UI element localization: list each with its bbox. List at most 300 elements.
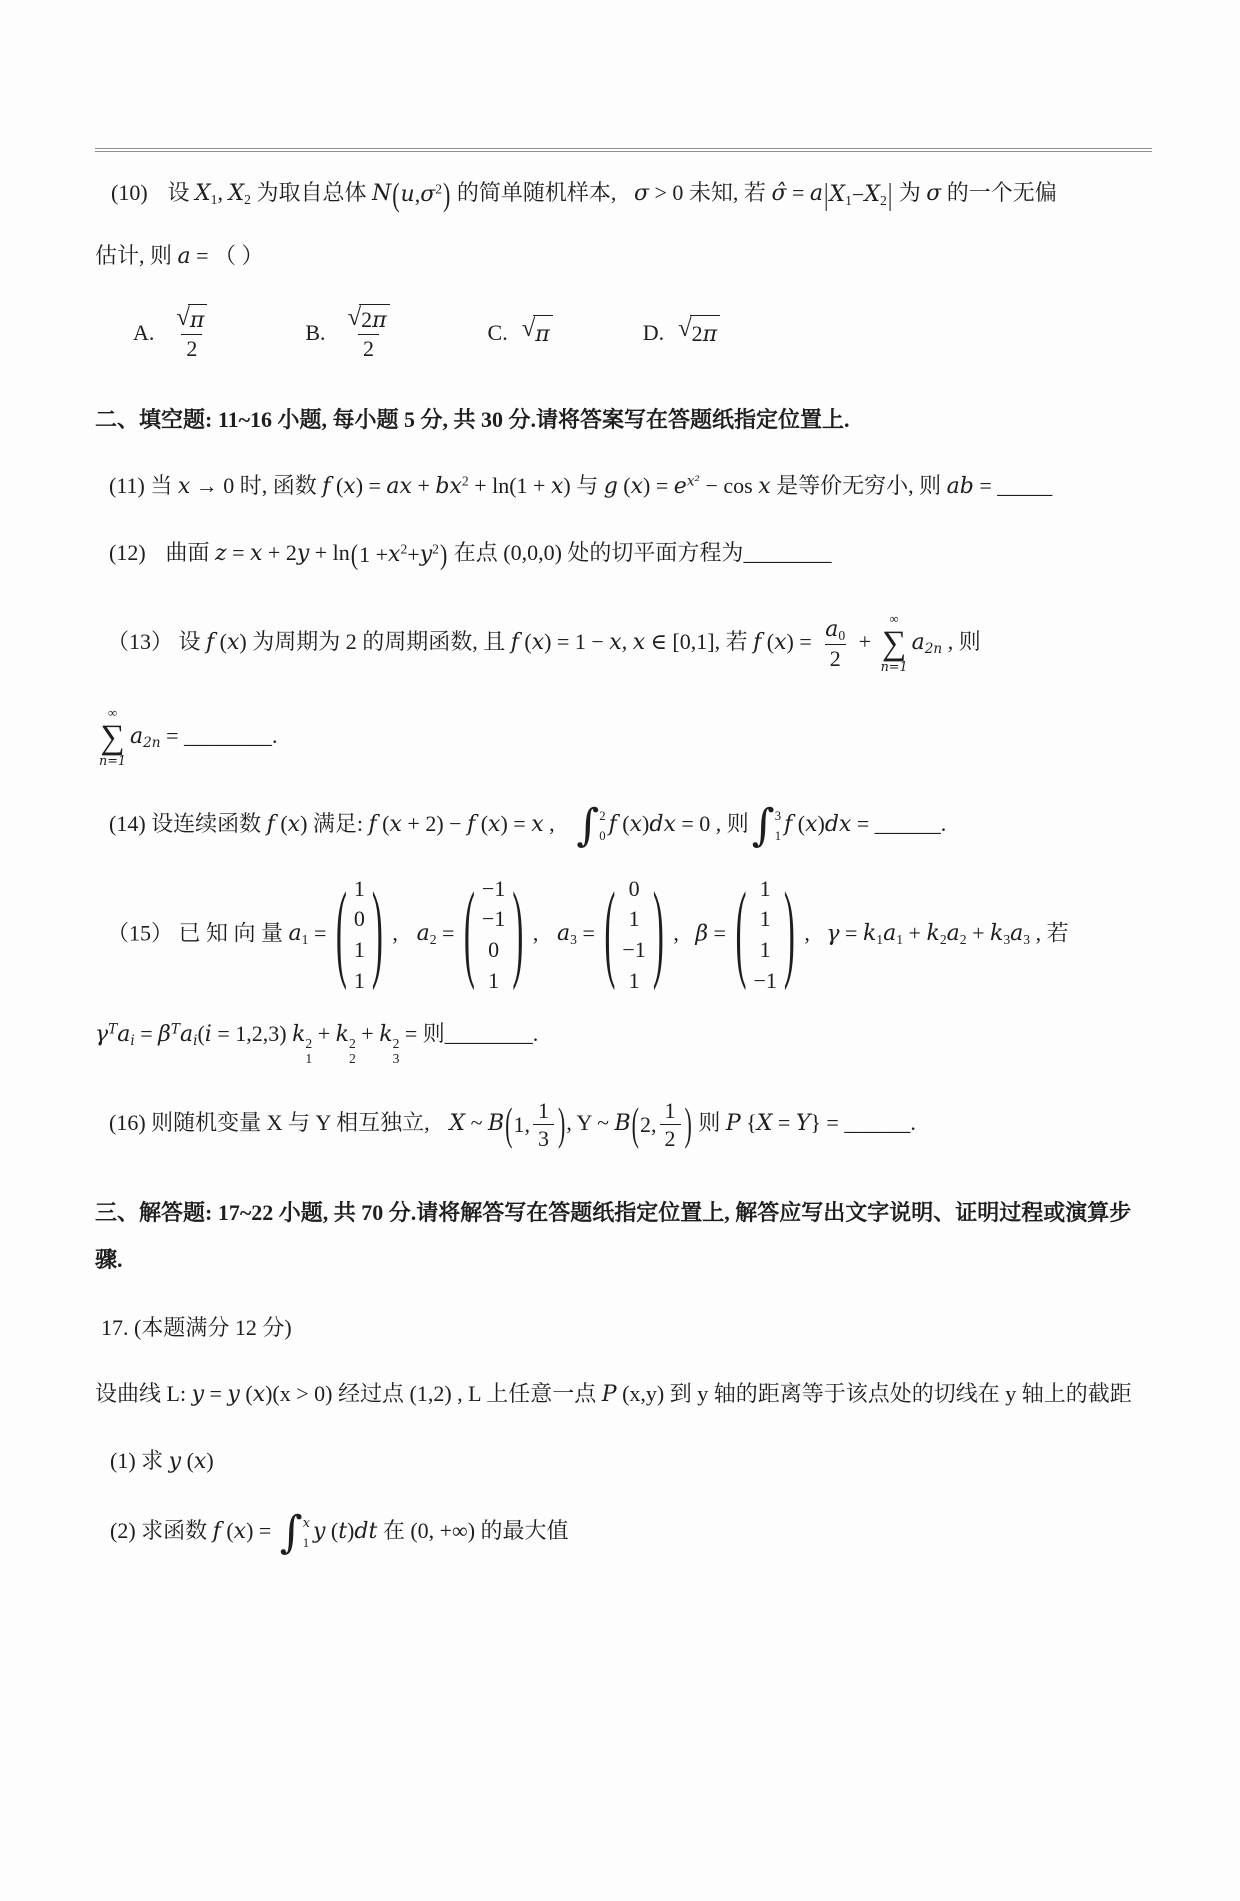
question-16 (95, 1097, 1152, 1153)
subscript: 2 (244, 192, 251, 208)
summation (99, 706, 126, 770)
text-run: ( (616, 810, 630, 836)
superscript: 2 (305, 1035, 313, 1051)
text-run: 2 (664, 1126, 676, 1152)
base: γ (95, 1021, 109, 1047)
vector-entry: 1 (353, 937, 365, 963)
superscript: x² (686, 473, 700, 490)
text-run: ( (214, 629, 227, 655)
math-var: x (774, 630, 787, 656)
math-var: σ (926, 181, 942, 206)
integral (751, 799, 782, 851)
math-var: N (371, 181, 392, 206)
text-run: ( (181, 1447, 194, 1473)
abs-content (829, 177, 886, 212)
text-run: + (411, 472, 436, 498)
math-var: x (609, 630, 622, 656)
subscript: 1 (210, 192, 218, 208)
math-var: dx (649, 811, 676, 837)
subscripted-var (864, 177, 886, 212)
text-run: 在点 (0,0,0) 处的切平面方程为 (448, 539, 744, 565)
text-run: , (667, 920, 685, 946)
text-run: + (312, 1020, 336, 1046)
text-run: 2 (691, 320, 703, 346)
math-var: dt (354, 1519, 378, 1544)
base: a (946, 921, 960, 947)
base: a (1010, 921, 1024, 947)
subscript: 3 (570, 932, 577, 948)
text-run: (2) 求函数 (110, 1518, 213, 1543)
math-var: i (204, 1021, 212, 1047)
question-13-line-1 (95, 612, 1152, 676)
denominator (181, 334, 202, 363)
numerator (660, 1097, 681, 1125)
math-var: t (338, 1519, 348, 1544)
text-run: { (740, 1109, 757, 1135)
subscript: 2 (939, 932, 947, 948)
sum-lower-limit: n=1 (880, 660, 908, 676)
base: X (228, 181, 245, 206)
text-run: 2 (829, 646, 841, 672)
text-run: ( (376, 810, 390, 836)
radicand (690, 315, 720, 352)
text-run: 设 (167, 180, 195, 205)
sigma-icon: ∑ (881, 625, 907, 663)
option-C (488, 315, 553, 352)
text-run: 2 (363, 336, 375, 362)
text-run: + (355, 1020, 380, 1046)
script-stack (349, 1036, 356, 1067)
right-paren: ) (439, 537, 448, 571)
text-run: 设曲线 L: (95, 1380, 192, 1406)
subscripted-var (117, 1021, 135, 1049)
math-var: f (784, 811, 793, 837)
base: X (194, 181, 211, 206)
subscript: 2 (959, 932, 967, 948)
superscripted-var (388, 537, 407, 572)
text-run: _____ (997, 472, 1053, 498)
fraction (820, 615, 850, 673)
subscripted-var (829, 177, 851, 212)
math-var: f (753, 630, 762, 656)
superscript: 2 (432, 541, 439, 557)
text-run: = (851, 810, 875, 836)
radical-sign: √ (176, 303, 190, 331)
text-run: = （ ） (190, 242, 264, 268)
text-run: , 则 (942, 629, 981, 655)
math-var: X (449, 1110, 466, 1136)
radicand (533, 315, 552, 352)
base: bx (435, 473, 462, 499)
vector-rows (354, 874, 365, 997)
question-14 (95, 799, 1152, 851)
numerator (171, 304, 212, 335)
text-run: = (839, 920, 863, 946)
radicand (359, 304, 389, 335)
column-vector (604, 874, 663, 997)
base: a (825, 617, 839, 643)
math-var: x (252, 1381, 266, 1407)
numerator (343, 304, 395, 335)
text-run: ________ (743, 539, 832, 565)
superscript: 2 (392, 1035, 400, 1051)
text-run: 3 (538, 1126, 549, 1152)
paren-content (401, 177, 443, 212)
math-var: σ (633, 181, 650, 206)
base: X (864, 182, 880, 208)
superscripted-var (420, 177, 442, 212)
subscript: i (193, 1032, 198, 1049)
text-run: ________. (444, 1020, 539, 1046)
vector-entry: 0 (488, 937, 500, 963)
text-run: （15） 已 知 向 量 (107, 920, 289, 946)
text-run: , 若 (1030, 920, 1069, 946)
subscript: 0 (838, 628, 846, 644)
base: a (130, 723, 144, 749)
math-var: y (296, 540, 310, 566)
superscripted-var (674, 473, 700, 498)
option-label: A. (133, 320, 155, 346)
subscripted-var (557, 920, 577, 948)
text-run: , Y ~ (566, 1109, 615, 1135)
base: a (557, 921, 571, 947)
text-run: (16) 则随机变量 X 与 Y 相互独立, (109, 1109, 430, 1135)
text-run: ) (347, 1518, 355, 1543)
math-var: y (312, 1519, 326, 1544)
base: a (911, 630, 925, 656)
big-paren-group (504, 1097, 566, 1153)
math-var: ab (946, 473, 974, 499)
math-var: π (535, 321, 550, 347)
text-run: ) = (355, 472, 387, 498)
subscript: 3 (1003, 932, 1011, 948)
math-var: x (805, 811, 818, 837)
base: a (883, 921, 897, 947)
subscript: 1 (301, 932, 309, 948)
math-var: f (510, 630, 519, 656)
integral-limits (303, 1511, 310, 1555)
absolute-value-group (823, 177, 893, 212)
sum-lower-limit: n=1 (99, 753, 127, 769)
subscript: 3 (1023, 932, 1031, 948)
text-run: 1, (513, 1111, 530, 1137)
fraction (343, 304, 395, 363)
sub-sup-var (292, 1021, 313, 1067)
math-var: a (809, 181, 824, 206)
vector-entry: 1 (488, 967, 500, 993)
subscripted-var (926, 920, 947, 948)
text-run: = 则 (399, 1020, 445, 1046)
base: a (416, 921, 430, 947)
math-var: a (177, 243, 191, 269)
denominator (358, 334, 379, 363)
left-bar: | (824, 176, 829, 212)
paren-content (514, 1097, 558, 1153)
fraction (533, 1097, 554, 1153)
subscripted-var (825, 616, 846, 644)
text-run: ______. (844, 1109, 916, 1135)
integral-upper-limit: x (302, 1515, 310, 1531)
text-run: 为 (893, 180, 927, 205)
text-run: 是等价无穷小, 则 (770, 472, 947, 498)
vector-entry: 1 (628, 967, 640, 993)
base: k (862, 921, 877, 947)
text-run: = (708, 920, 732, 946)
integral-lower-limit: 1 (302, 1536, 310, 1551)
text-run: ) (206, 1447, 214, 1473)
sub-sup-var (335, 1021, 356, 1067)
text-run: = (973, 472, 998, 498)
numerator (820, 615, 850, 644)
sigma-icon: ∑ (100, 718, 125, 756)
math-var: f (206, 630, 215, 656)
math-var: y (227, 1381, 240, 1407)
math-var: π (702, 321, 718, 347)
math-var: B (614, 1110, 631, 1136)
numerator (533, 1097, 554, 1125)
superscript: 2 (400, 541, 408, 557)
subscripted-var (862, 920, 884, 948)
subscripted-var (194, 180, 218, 208)
subscript: 2 (348, 1051, 356, 1067)
vector-entry: −1 (753, 967, 777, 993)
superscript: T (108, 1021, 118, 1038)
denominator (825, 644, 846, 673)
text-run: } = (810, 1109, 845, 1135)
left-paren: ( (350, 537, 359, 571)
math-var: x (531, 630, 545, 656)
text-run: ________. (184, 722, 278, 748)
text-run: ( (325, 1518, 339, 1543)
text-run: ( (617, 472, 631, 498)
text-run: ( (761, 629, 775, 655)
question-13-line-2 (95, 706, 1152, 770)
math-var: β (695, 921, 709, 947)
text-run: ) = (643, 472, 674, 498)
text-run: 估计, 则 (95, 242, 178, 268)
vector-entry: 1 (759, 875, 771, 901)
option-value (678, 315, 720, 352)
superscripted-var (435, 473, 468, 498)
column-vector (336, 874, 383, 997)
math-var: f (266, 811, 275, 837)
integral-limits (599, 804, 605, 848)
text-run: = (204, 1380, 228, 1406)
text-run: ) = (246, 1518, 277, 1543)
superscripted-var (420, 537, 439, 572)
math-var: x (758, 473, 771, 499)
vector-entry: 1 (628, 906, 640, 932)
text-run: ) = (786, 629, 818, 655)
text-run: + 2 (262, 539, 297, 565)
text-run: , (621, 629, 633, 655)
math-var: y (191, 1381, 204, 1407)
math-var: x (177, 473, 191, 499)
question-10-options (95, 304, 1152, 363)
text-run: ) 与 (563, 472, 604, 498)
square-root (348, 304, 390, 335)
math-var: x (531, 811, 544, 837)
integral-lower-limit: 0 (599, 828, 606, 843)
option-value (522, 315, 553, 352)
right-bar: | (887, 176, 893, 212)
text-run: ∈ [0,1], 若 (645, 629, 754, 655)
base: X (829, 182, 846, 208)
text-run: (14) 设连续函数 (109, 810, 267, 836)
math-var: f (467, 811, 476, 837)
text-run: + ln (309, 539, 350, 565)
math-var: x (233, 1519, 247, 1544)
option-label: D. (642, 320, 665, 346)
text-run: 17. (本题满分 12 分) (101, 1315, 292, 1341)
vector-entry: −1 (481, 875, 506, 901)
subscripted-var (130, 723, 161, 751)
math-var: x (249, 540, 263, 566)
text-run: = 0 , 则 (675, 810, 749, 836)
radical-sign: √ (521, 314, 536, 342)
text-run: 在 (0, +∞) 的最大值 (377, 1518, 569, 1543)
left-paren: ( (631, 1097, 639, 1150)
superscripted-var (158, 1021, 180, 1046)
base: k (335, 1021, 349, 1047)
math-var: f (608, 811, 617, 837)
section-2-header (95, 403, 1152, 437)
option-label: C. (487, 320, 508, 346)
denominator (660, 1124, 681, 1153)
math-var: σ̂ (771, 181, 787, 206)
text-run: 则 (692, 1109, 726, 1135)
base: σ (420, 182, 436, 208)
option-label: B. (305, 320, 326, 346)
text-run: ( (197, 1020, 205, 1046)
text-run: ( (274, 810, 288, 836)
column-vector (464, 874, 523, 997)
text-run: ( (220, 1518, 234, 1543)
paren-content (640, 1097, 684, 1153)
question-11 (95, 469, 1152, 504)
text-run: （13） 设 (107, 629, 207, 655)
base: k (989, 921, 1004, 947)
text-run: 曲面 (165, 539, 215, 565)
math-var: x (629, 811, 643, 837)
vector-entry: 1 (759, 937, 771, 963)
right-paren: ) (558, 1097, 566, 1150)
math-var: g (603, 473, 618, 499)
left-paren: ( (604, 874, 616, 993)
math-var: x (550, 473, 564, 499)
question-17-heading (95, 1311, 1152, 1345)
subscript: 1 (305, 1051, 313, 1067)
summation (881, 612, 908, 676)
text-run: ______. (874, 810, 947, 836)
text-run: > 0 未知, 若 (649, 180, 772, 205)
question-17-part-2 (95, 1506, 1152, 1558)
subscript: 1 (845, 193, 852, 209)
base: k (292, 1021, 306, 1047)
option-value (340, 304, 398, 363)
integral-lower-limit: 1 (774, 828, 782, 843)
text-run: ( (518, 629, 532, 655)
question-17-body (95, 1370, 1152, 1418)
text-run: ) = (500, 810, 532, 836)
vector-entry: 1 (353, 875, 365, 901)
text-run: + 2) − (401, 810, 468, 836)
big-paren-group (391, 177, 451, 212)
math-var: dx (824, 811, 852, 837)
text-run: ( (792, 810, 806, 836)
denominator (533, 1124, 554, 1153)
subscript: 1 (876, 932, 884, 948)
option-D (643, 315, 720, 352)
big-paren-group (350, 537, 448, 572)
subscripted-var (1010, 920, 1031, 948)
right-paren: ) (443, 175, 451, 213)
math-var: P (725, 1110, 741, 1136)
base: β (158, 1021, 171, 1047)
subscripted-var (288, 920, 309, 948)
math-var: X (756, 1110, 773, 1136)
radicand (188, 304, 207, 335)
text-run: (11) 当 (109, 472, 178, 498)
subscripted-var (228, 180, 251, 208)
integral-sign: ∫ (279, 1506, 303, 1558)
integral-limits (775, 804, 781, 848)
subscript: i (130, 1032, 135, 1049)
integral (279, 1506, 310, 1558)
radical-sign: √ (678, 314, 692, 342)
left-paren: ( (463, 874, 475, 993)
sum-upper-limit: ∞ (889, 612, 899, 627)
text-run: 的一个无偏 (941, 180, 1057, 205)
math-var: f (368, 811, 377, 837)
text-run: 的简单随机样本, (451, 180, 617, 205)
subscripted-var (989, 920, 1011, 948)
text-run: , (386, 920, 404, 946)
question-17-part-1 (95, 1444, 1152, 1479)
sub-sup-var (379, 1021, 400, 1067)
vector-entry: −1 (622, 937, 646, 963)
vector-rows (622, 874, 645, 997)
subscript: 3 (392, 1051, 400, 1067)
math-var: x (632, 630, 646, 656)
subscript: 2n (143, 734, 161, 751)
text-run: (10) (111, 180, 148, 205)
math-var: ax (386, 473, 412, 499)
text-run: 为取自总体 (250, 180, 372, 205)
text-run: ( (239, 1380, 253, 1406)
superscript: 2 (348, 1035, 356, 1051)
text-run: (x,y) 到 y 轴的距离等于该点处的切线在 y 轴上的截距 (616, 1380, 1132, 1406)
vector-entry: 1 (759, 906, 771, 932)
column-vector (735, 874, 794, 997)
text-run: , (527, 920, 544, 946)
math-var: π (189, 307, 205, 333)
text-run: = (160, 722, 185, 748)
text-run: 2 (361, 306, 373, 332)
question-15-line-2 (95, 1017, 1152, 1067)
text-run: + (903, 920, 927, 946)
left-paren: ( (392, 175, 400, 213)
option-B (305, 304, 397, 363)
question-15-line-1 (95, 874, 1152, 997)
subscripted-var (416, 920, 437, 948)
radical-sign: √ (347, 303, 362, 331)
subscript: 2 (880, 193, 887, 209)
text-run: = (576, 920, 601, 946)
text-run: 三、解答题: 17~22 小题, 共 70 分.请将解答写在答题纸指定位置上, 解答应写出文字说明、证明过程或演算步骤. (95, 1199, 1132, 1273)
right-paren: ) (684, 1097, 692, 1150)
superscript: T (170, 1021, 180, 1038)
